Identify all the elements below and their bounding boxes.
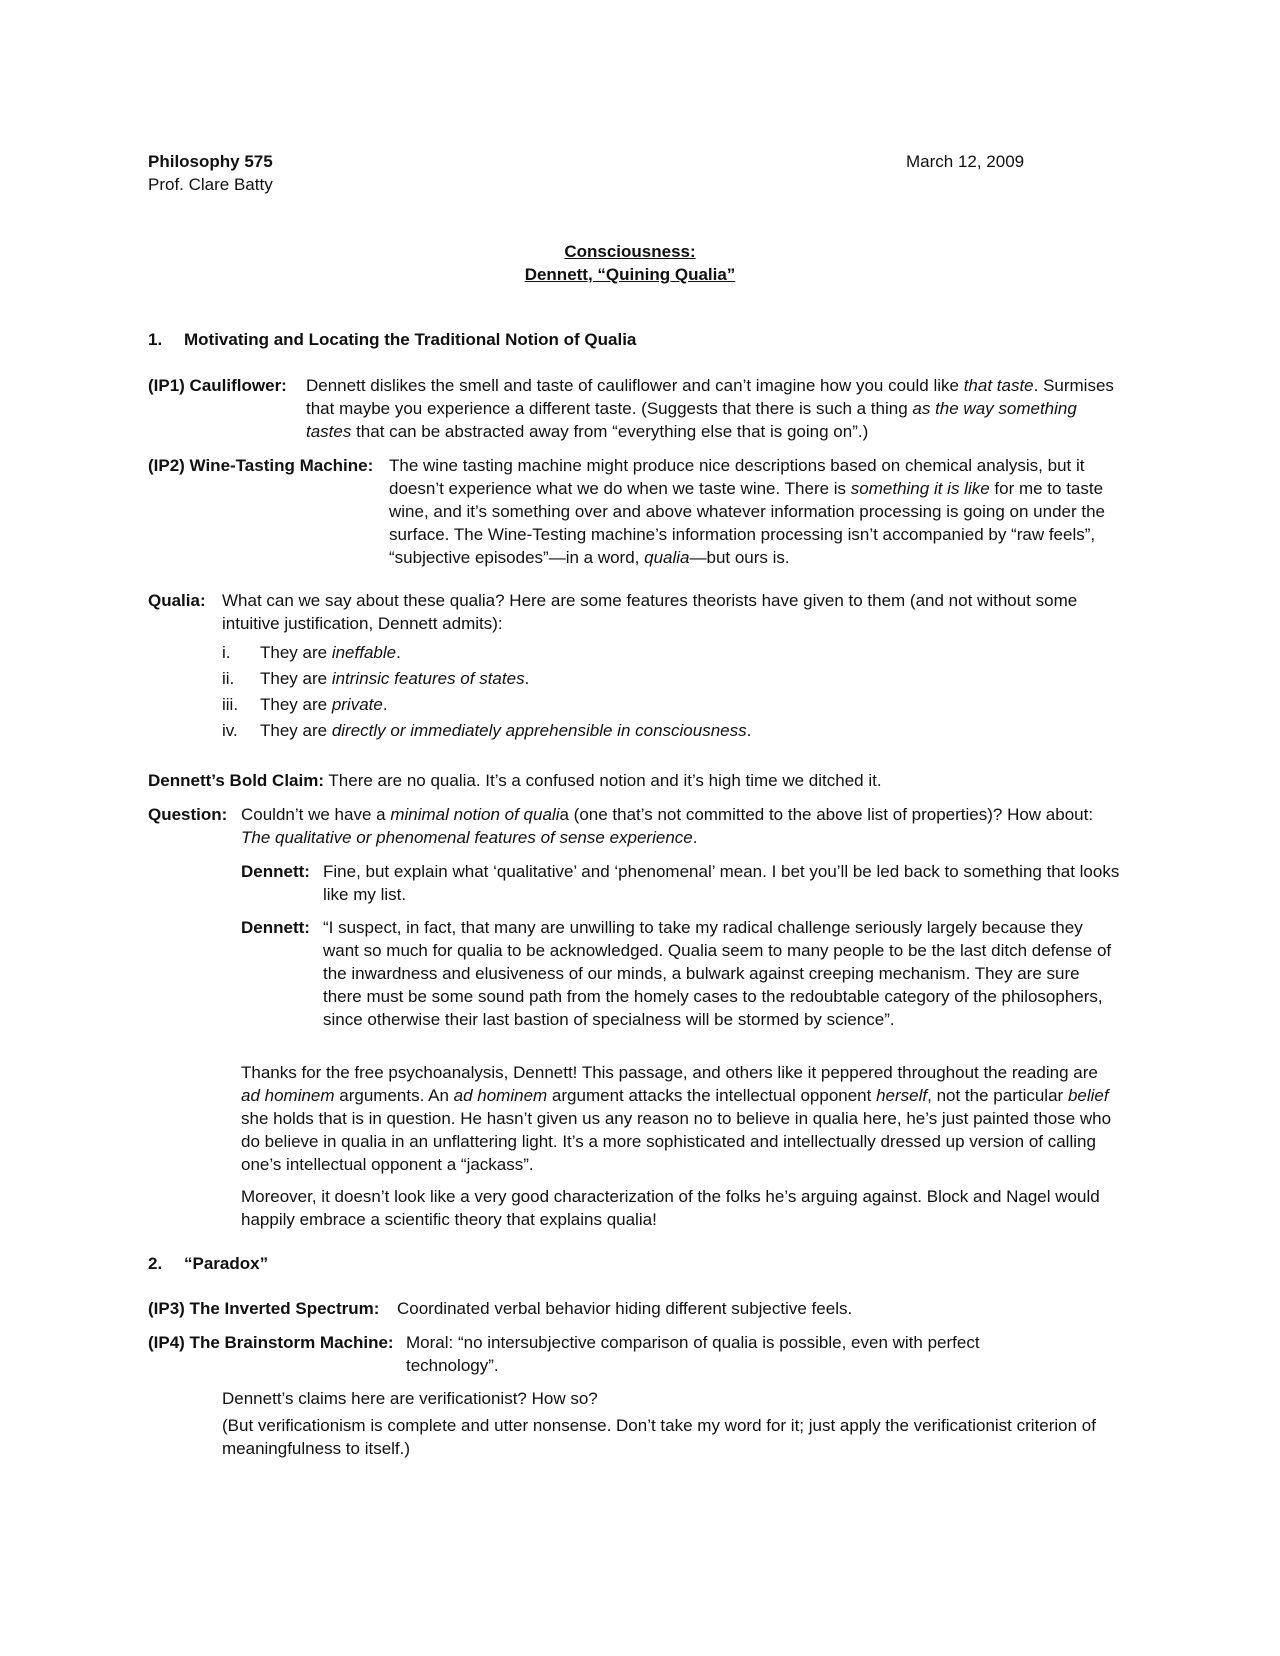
question-label: Question: bbox=[148, 805, 228, 824]
ip2-label: (IP2) Wine-Tasting Machine: bbox=[148, 456, 374, 475]
ip2-text: The wine tasting machine might produce nice descriptions based on chemical analysis, but it doesn’t experience what we do when we taste wine. There is something it is like for me to taste wine, and it’s something over and above whatever information processing is going on under the surface. The Wine-Testing machine’s information processing isn’t accompanied by “raw feels”, “subjective episodes”—in a word, qualia—but ours is. bbox=[389, 456, 1106, 567]
dennett-reply-1-label: Dennett: bbox=[241, 862, 310, 881]
title-line-1: Consciousness: bbox=[564, 242, 696, 261]
dennett-reply-1-text: Fine, but explain what ‘qualitative’ and ‘phenomenal’ mean. I bet you’ll be led back to something that looks like my list. bbox=[323, 862, 1120, 904]
bold-claim: Dennett’s Bold Claim: There are no qualia. It’s a confused notion and it’s high time we ditched it. bbox=[148, 771, 882, 790]
document-date: March 12, 2009 bbox=[906, 152, 1025, 171]
dennett-reply-2-label: Dennett: bbox=[241, 918, 310, 937]
qualia-label: Qualia: bbox=[148, 591, 206, 610]
title-line-2: Dennett, “Quining Qualia” bbox=[524, 265, 736, 284]
ad-hominem-paragraph: Thanks for the free psychoanalysis, Dennett! This passage, and others like it peppered throughout the reading are ad hominem arguments. An ad hominem argument attacks the intellectual opponent herself, not the particular belief she holds that is in question. He hasn’t given us any reason no to believe in qualia here, he’s just painted those who do believe in qualia in an unflattering light. It’s a more sophisticated and intellectually dressed up version of calling one’s intellectual opponent a “jackass”. bbox=[241, 1063, 1112, 1174]
ip3-text: Coordinated verbal behavior hiding different subjective feels. bbox=[397, 1299, 853, 1318]
section-2-number: 2. bbox=[148, 1254, 163, 1273]
course-title: Philosophy 575 bbox=[148, 152, 273, 171]
professor-name: Prof. Clare Batty bbox=[148, 175, 273, 194]
ip3-label: (IP3) The Inverted Spectrum: bbox=[148, 1299, 380, 1318]
section-2-heading: “Paradox” bbox=[184, 1254, 269, 1273]
characterization-paragraph: Moreover, it doesn’t look like a very good characterization of the folks he’s arguing against. Block and Nagel would happily embrace a scientific theory that explains qualia! bbox=[241, 1187, 1100, 1229]
document-page: Philosophy 575 Prof. Clare Batty March 12, 2009 Consciousness: Dennett, “Quining Qualia” 1. Motivating and Locating the Traditional Notion of Qualia (IP1) Cauliflower: Dennett dislikes the smell and taste of cauliflower and can’t imagine how you could like that taste. Surmises that maybe you experience a different taste. (Suggests that there is such a thing as the way something tastes that can be abstracted away from “everything else that is going on”.) (IP2) Wine-Tasting Machine: The wine tasting machine might produce nice descriptions based on chemical analysis, but it doesn’t experience what we do when we taste wine. There is something it is like for me to taste wine, and it’s something over and above whatever information processing is going on under the surface. The Wine-Testing machine’s information processing isn’t accompanied by “raw feels”, “subjective episodes”—in a word, qualia—but ours is. Qualia: What can we say about these qualia? Here are some features theorists have given to them (and not without some intuitive justification, Dennett admits): i. They are ineffable. ii. They are intrinsic features of states. iii. They are private. iv. They are directly or immediately apprehensible in consciousness. Dennett’s Bold Claim: There are no qualia. It’s a confused notion and it’s high time we ditched it. Question: Couldn’t we have a minimal notion of qualia (one that’s not committed to the above list of properties)? How about: The qualitative or phenomenal features of sense experience. Dennett: Fine, but explain what ‘qualitative’ and ‘phenomenal’ mean. I bet you’ll be led back to something that looks like my list. Dennett: “I suspect, in fact, that many are unwilling to take my radical challenge seriously largely because they want so much for qualia to be acknowledged. Qualia seem to many people to be the last ditch defense of the inwardness and elusiveness of our minds, a bulwark against creeping mechanism. They are sure there must be some sound path from the homely cases to the redoubtable category of the philosophers, since otherwise their last bastion of specialness will be stormed by science”. Thanks for the free psychoanalysis, Dennett! This passage, and others like it peppered throughout the reading are ad hominem arguments. An ad hominem argument attacks the intellectual opponent herself, not the particular belief she holds that is in question. He hasn’t given us any reason no to believe in qualia here, he’s just painted those who do believe in qualia in an unflattering light. It’s a more sophisticated and intellectually dressed up version of calling one’s intellectual opponent a “jackass”. Moreover, it doesn’t look like a very good characterization of the folks he’s arguing against. Block and Nagel would happily embrace a scientific theory that explains qualia! 2. “Paradox” (IP3) The Inverted Spectrum: Coordinated verbal behavior hiding different subjective feels. (IP4) The Brainstorm Machine: Moral: “no intersubjective comparison of qualia is possible, even with perfect technology”. Dennett’s claims here are verificationist? How so? (But verificationism is complete and utter nonsense. Don’t take my word for it; just apply the verificationist criterion of meaningfulness to itself.) bbox=[0, 0, 1280, 1656]
dennett-quote: “I suspect, in fact, that many are unwilling to take my radical challenge seriously largely because they want so much for qualia to be acknowledged. Qualia seem to many people to be the last ditch defense of the inwardness and elusiveness of our minds, a bulwark against creeping mechanism. They are sure there must be some sound path from the homely cases to the redoubtable category of the philosophers, since otherwise their last bastion of specialness will be stormed by science”. bbox=[323, 918, 1112, 1029]
section-1-number: 1. bbox=[148, 330, 163, 349]
verificationist-question: Dennett’s claims here are verificationist? How so? bbox=[222, 1389, 598, 1408]
section-1-heading: Motivating and Locating the Traditional Notion of Qualia bbox=[184, 330, 637, 349]
ip4-text: Moral: “no intersubjective comparison of qualia is possible, even with perfect technology”. bbox=[406, 1333, 980, 1375]
ip1-label: (IP1) Cauliflower: bbox=[148, 376, 287, 395]
verificationism-note: (But verificationism is complete and utter nonsense. Don’t take my word for it; just apply the verificationist criterion of meaningfulness to itself.) bbox=[222, 1416, 1096, 1458]
question-text: Couldn’t we have a minimal notion of qualia (one that’s not committed to the above list of properties)? How about: The qualitative or phenomenal features of sense experience. bbox=[241, 805, 1094, 847]
ip1-text: Dennett dislikes the smell and taste of cauliflower and can’t imagine how you could like that taste. Surmises that maybe you experience a different taste. (Suggests that there is such a thing as the way something tastes that can be abstracted away from “everything else that is going on”.) bbox=[306, 376, 1114, 441]
qualia-text: What can we say about these qualia? Here are some features theorists have given to them (and not without some intuitive justification, Dennett admits): bbox=[222, 591, 1078, 633]
ip4-label: (IP4) The Brainstorm Machine: bbox=[148, 1333, 394, 1352]
